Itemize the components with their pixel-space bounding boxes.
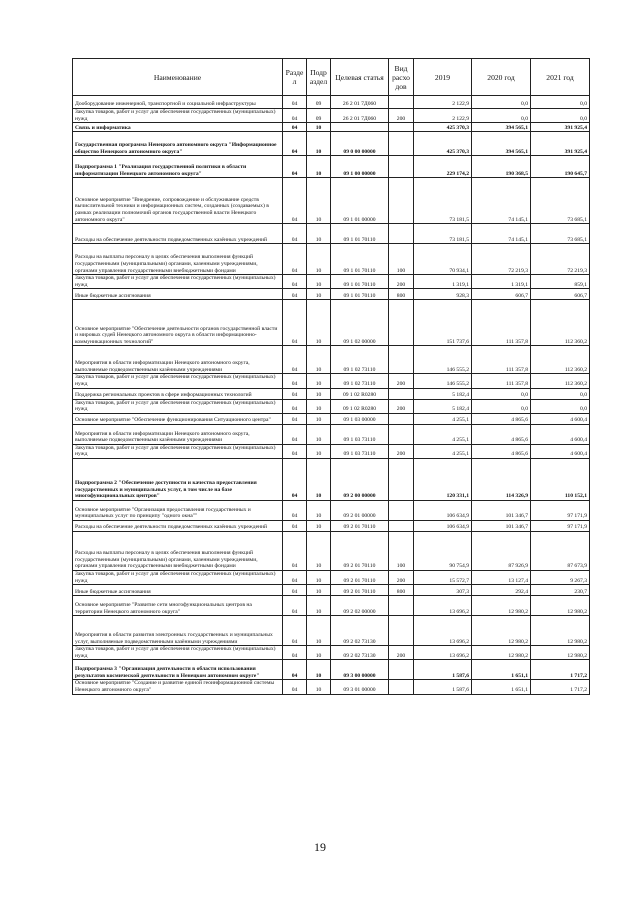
cell-subsection: 10 bbox=[307, 570, 331, 584]
cell-name: Закупка товаров, работ и услуг для обеспечения государственных (муниципальных) нужд bbox=[73, 399, 283, 413]
cell-section: 04 bbox=[283, 123, 307, 132]
cell-2021: 230,7 bbox=[531, 585, 590, 596]
cell-kind bbox=[389, 458, 414, 500]
table-body bbox=[73, 96, 590, 695]
cell-2020: 12 980,2 bbox=[472, 646, 531, 660]
header-2019: 2019 bbox=[414, 59, 472, 96]
cell-kind bbox=[389, 156, 414, 178]
cell-2021: 87 673,9 bbox=[531, 531, 590, 570]
cell-section: 04 bbox=[283, 289, 307, 300]
table-row bbox=[73, 224, 590, 244]
table-row bbox=[73, 399, 590, 413]
cell-target: 09 2 01 70110 bbox=[331, 570, 389, 584]
table-row bbox=[73, 132, 590, 156]
table-row bbox=[73, 346, 590, 374]
cell-kind bbox=[389, 596, 414, 616]
cell-2020: 72 219,3 bbox=[472, 244, 531, 275]
cell-section: 04 bbox=[283, 275, 307, 289]
cell-subsection: 09 bbox=[307, 109, 331, 123]
cell-section: 04 bbox=[283, 458, 307, 500]
table-row bbox=[73, 388, 590, 399]
cell-2021: 12 980,2 bbox=[531, 596, 590, 616]
cell-kind: 200 bbox=[389, 570, 414, 584]
cell-section: 04 bbox=[283, 585, 307, 596]
cell-section: 04 bbox=[283, 413, 307, 424]
cell-target: 09 1 01 70110 bbox=[331, 289, 389, 300]
cell-kind bbox=[389, 96, 414, 109]
cell-section: 04 bbox=[283, 374, 307, 388]
cell-2019: 13 696,2 bbox=[414, 616, 472, 646]
cell-subsection: 10 bbox=[307, 388, 331, 399]
cell-2021: 0,0 bbox=[531, 399, 590, 413]
cell-2019: 90 754,9 bbox=[414, 531, 472, 570]
cell-target: 09 2 01 00000 bbox=[331, 500, 389, 520]
cell-subsection: 10 bbox=[307, 178, 331, 224]
cell-kind: 100 bbox=[389, 244, 414, 275]
cell-target: 09 3 01 00000 bbox=[331, 680, 389, 694]
cell-2019: 425 370,3 bbox=[414, 123, 472, 132]
cell-2020: 13 127,4 bbox=[472, 570, 531, 584]
cell-subsection: 10 bbox=[307, 399, 331, 413]
cell-2021: 4 600,4 bbox=[531, 413, 590, 424]
cell-kind bbox=[389, 660, 414, 680]
table-row bbox=[73, 444, 590, 458]
cell-2021: 12 980,2 bbox=[531, 616, 590, 646]
table-row bbox=[73, 585, 590, 596]
cell-name: Дооборудование инженерной, транспортной и социальной инфраструктуры bbox=[73, 96, 283, 109]
cell-2020: 87 926,9 bbox=[472, 531, 531, 570]
cell-subsection: 10 bbox=[307, 660, 331, 680]
cell-name: Расходы на обеспечение деятельности подведомственных казённых учреждений bbox=[73, 520, 283, 531]
cell-subsection: 10 bbox=[307, 444, 331, 458]
cell-2020: 4 865,6 bbox=[472, 424, 531, 444]
cell-kind: 800 bbox=[389, 289, 414, 300]
cell-2020: 74 145,1 bbox=[472, 178, 531, 224]
table-row bbox=[73, 123, 590, 132]
cell-name: Закупка товаров, работ и услуг для обеспечения государственных (муниципальных) нужд bbox=[73, 646, 283, 660]
cell-2021: 190 645,7 bbox=[531, 156, 590, 178]
cell-kind bbox=[389, 680, 414, 694]
cell-section: 04 bbox=[283, 109, 307, 123]
cell-name: Мероприятия в области информатизации Ненецкого автономного округа, выполняемые подведомственными казёнными учреждениями bbox=[73, 424, 283, 444]
cell-2019: 5 182,4 bbox=[414, 399, 472, 413]
table-row bbox=[73, 616, 590, 646]
cell-name: Поддержка региональных проектов в сфере информационных технологий bbox=[73, 388, 283, 399]
cell-kind bbox=[389, 224, 414, 244]
table-row bbox=[73, 531, 590, 570]
cell-kind bbox=[389, 616, 414, 646]
cell-2020: 1 651,1 bbox=[472, 680, 531, 694]
cell-subsection: 10 bbox=[307, 346, 331, 374]
cell-target: 26 2 01 7Д060 bbox=[331, 96, 389, 109]
table-row bbox=[73, 96, 590, 109]
page-number: 19 bbox=[314, 840, 326, 854]
cell-subsection: 10 bbox=[307, 596, 331, 616]
cell-name: Подпрограмма 1 "Реализация государственной политики в области информатизации Ненецкого автономного округа" bbox=[73, 156, 283, 178]
cell-kind bbox=[389, 413, 414, 424]
cell-name: Мероприятия в области информатизации Ненецкого автономного округа, выполняемые подведомственными казёнными учреждениями bbox=[73, 346, 283, 374]
cell-2019: 928,3 bbox=[414, 289, 472, 300]
cell-target: 09 1 02 R0280 bbox=[331, 388, 389, 399]
cell-subsection: 10 bbox=[307, 132, 331, 156]
cell-name: Закупка товаров, работ и услуг для обеспечения государственных (муниципальных) нужд bbox=[73, 570, 283, 584]
cell-2019: 146 555,2 bbox=[414, 346, 472, 374]
cell-target: 09 2 01 70110 bbox=[331, 585, 389, 596]
cell-subsection: 10 bbox=[307, 458, 331, 500]
cell-kind bbox=[389, 300, 414, 346]
cell-2019: 229 174,2 bbox=[414, 156, 472, 178]
cell-kind bbox=[389, 123, 414, 132]
cell-2019: 106 634,9 bbox=[414, 500, 472, 520]
table-header-row bbox=[73, 59, 590, 96]
cell-2021: 72 219,3 bbox=[531, 244, 590, 275]
cell-kind: 100 bbox=[389, 531, 414, 570]
table-row bbox=[73, 413, 590, 424]
cell-target: 09 2 02 73130 bbox=[331, 616, 389, 646]
cell-kind: 200 bbox=[389, 109, 414, 123]
cell-2019: 73 181,5 bbox=[414, 224, 472, 244]
cell-2019: 307,3 bbox=[414, 585, 472, 596]
cell-2021: 9 267,3 bbox=[531, 570, 590, 584]
cell-2021: 859,1 bbox=[531, 275, 590, 289]
table-row bbox=[73, 300, 590, 346]
cell-2020: 394 565,1 bbox=[472, 123, 531, 132]
cell-target: 09 1 03 73110 bbox=[331, 424, 389, 444]
cell-name: Связь и информатика bbox=[73, 123, 283, 132]
cell-section: 04 bbox=[283, 424, 307, 444]
cell-2019: 13 696,2 bbox=[414, 596, 472, 616]
table-row bbox=[73, 500, 590, 520]
cell-name: Закупка товаров, работ и услуг для обеспечения государственных (муниципальных) нужд bbox=[73, 374, 283, 388]
cell-2021: 0,0 bbox=[531, 96, 590, 109]
cell-section: 04 bbox=[283, 500, 307, 520]
cell-2019: 106 634,9 bbox=[414, 520, 472, 531]
header-name: Наименование bbox=[73, 59, 283, 96]
cell-section: 04 bbox=[283, 596, 307, 616]
cell-section: 04 bbox=[283, 520, 307, 531]
cell-2021: 391 925,4 bbox=[531, 132, 590, 156]
cell-name: Основное мероприятие "Создание и развитие единой геоинформационной системы Ненецкого автономного округа" bbox=[73, 680, 283, 694]
cell-kind bbox=[389, 346, 414, 374]
table-row bbox=[73, 244, 590, 275]
cell-name: Основное мероприятие "Развитие сети многофункциональных центров на территории Ненецкого автономного округа" bbox=[73, 596, 283, 616]
cell-2021: 112 360,2 bbox=[531, 300, 590, 346]
cell-target: 09 1 01 70110 bbox=[331, 244, 389, 275]
cell-2020: 1 651,1 bbox=[472, 660, 531, 680]
cell-subsection: 10 bbox=[307, 289, 331, 300]
cell-target: 09 2 02 00000 bbox=[331, 596, 389, 616]
cell-subsection: 10 bbox=[307, 244, 331, 275]
header-subsection: Подр аздел bbox=[307, 59, 331, 96]
cell-section: 04 bbox=[283, 178, 307, 224]
cell-2021: 97 171,9 bbox=[531, 520, 590, 531]
cell-name: Подпрограмма 3 "Организация деятельности в области использования результатов космической деятельности в Ненецком автономном округе" bbox=[73, 660, 283, 680]
cell-name: Закупка товаров, работ и услуг для обеспечения государственных (муниципальных) нужд bbox=[73, 109, 283, 123]
cell-2021: 0,0 bbox=[531, 109, 590, 123]
table-row bbox=[73, 680, 590, 694]
cell-section: 04 bbox=[283, 570, 307, 584]
cell-2019: 1 319,1 bbox=[414, 275, 472, 289]
cell-2020: 111 357,8 bbox=[472, 300, 531, 346]
cell-target: 09 1 02 00000 bbox=[331, 300, 389, 346]
cell-subsection: 10 bbox=[307, 123, 331, 132]
cell-name: Государственная программа Ненецкого автономного округа "Информационное общество Ненецкого автономного округа" bbox=[73, 132, 283, 156]
header-2021: 2021 год bbox=[531, 59, 590, 96]
cell-section: 04 bbox=[283, 300, 307, 346]
table-row bbox=[73, 660, 590, 680]
cell-target: 09 1 03 73110 bbox=[331, 444, 389, 458]
cell-name: Мероприятия в области развития электронных государственных и муниципальных услуг, выполняемые подведомственными казёнными учреждениями bbox=[73, 616, 283, 646]
cell-2019: 15 572,7 bbox=[414, 570, 472, 584]
cell-2020: 0,0 bbox=[472, 388, 531, 399]
cell-name: Иные бюджетные ассигнования bbox=[73, 585, 283, 596]
cell-section: 04 bbox=[283, 399, 307, 413]
header-target: Целевая статья bbox=[331, 59, 389, 96]
cell-target: 09 1 01 70110 bbox=[331, 224, 389, 244]
cell-section: 04 bbox=[283, 646, 307, 660]
cell-2021: 12 980,2 bbox=[531, 646, 590, 660]
cell-2021: 1 717,2 bbox=[531, 680, 590, 694]
cell-section: 04 bbox=[283, 224, 307, 244]
cell-2019: 120 331,1 bbox=[414, 458, 472, 500]
cell-2019: 13 696,2 bbox=[414, 646, 472, 660]
cell-section: 04 bbox=[283, 96, 307, 109]
cell-subsection: 10 bbox=[307, 520, 331, 531]
cell-name: Основное мероприятие "Организация предоставления государственных и муниципальных услуг по принципу "одного окна"" bbox=[73, 500, 283, 520]
cell-target: 09 2 00 00000 bbox=[331, 458, 389, 500]
cell-2020: 101 346,7 bbox=[472, 520, 531, 531]
cell-subsection: 10 bbox=[307, 500, 331, 520]
table-row bbox=[73, 275, 590, 289]
cell-2021: 4 600,4 bbox=[531, 424, 590, 444]
budget-table bbox=[72, 58, 590, 695]
table-row bbox=[73, 178, 590, 224]
cell-kind: 200 bbox=[389, 444, 414, 458]
table-row bbox=[73, 570, 590, 584]
cell-subsection: 10 bbox=[307, 374, 331, 388]
cell-kind bbox=[389, 424, 414, 444]
cell-section: 04 bbox=[283, 132, 307, 156]
cell-2020: 111 357,8 bbox=[472, 346, 531, 374]
cell-target: 09 1 02 73110 bbox=[331, 374, 389, 388]
cell-subsection: 10 bbox=[307, 413, 331, 424]
cell-target: 09 1 00 00000 bbox=[331, 156, 389, 178]
table-row bbox=[73, 646, 590, 660]
cell-2020: 101 346,7 bbox=[472, 500, 531, 520]
cell-subsection: 10 bbox=[307, 275, 331, 289]
cell-subsection: 10 bbox=[307, 680, 331, 694]
cell-2021: 606,7 bbox=[531, 289, 590, 300]
table-row bbox=[73, 424, 590, 444]
cell-target: 09 1 02 R0280 bbox=[331, 399, 389, 413]
cell-2019: 1 587,6 bbox=[414, 680, 472, 694]
cell-section: 04 bbox=[283, 156, 307, 178]
cell-section: 04 bbox=[283, 616, 307, 646]
cell-2020: 74 145,1 bbox=[472, 224, 531, 244]
cell-name: Закупка товаров, работ и услуг для обеспечения государственных (муниципальных) нужд bbox=[73, 275, 283, 289]
table-row bbox=[73, 520, 590, 531]
cell-2021: 73 685,1 bbox=[531, 178, 590, 224]
cell-2021: 391 925,4 bbox=[531, 123, 590, 132]
cell-2020: 0,0 bbox=[472, 399, 531, 413]
cell-section: 04 bbox=[283, 680, 307, 694]
cell-2021: 112 360,2 bbox=[531, 346, 590, 374]
cell-2020: 4 865,6 bbox=[472, 413, 531, 424]
cell-kind: 200 bbox=[389, 646, 414, 660]
cell-kind: 200 bbox=[389, 374, 414, 388]
cell-2019: 425 370,3 bbox=[414, 132, 472, 156]
cell-2020: 1 319,1 bbox=[472, 275, 531, 289]
table-row bbox=[73, 374, 590, 388]
cell-section: 04 bbox=[283, 531, 307, 570]
cell-2020: 12 980,2 bbox=[472, 596, 531, 616]
cell-subsection: 10 bbox=[307, 585, 331, 596]
cell-2021: 0,0 bbox=[531, 388, 590, 399]
cell-name: Основное мероприятие "Внедрение, сопровождение и обслуживание средств вычислительной техники и информационных систем, созданных (создаваемых) в рамках реализации полномочий органов государственной власти Ненецкого автономного округа" bbox=[73, 178, 283, 224]
cell-section: 04 bbox=[283, 244, 307, 275]
cell-2019: 1 587,6 bbox=[414, 660, 472, 680]
cell-target: 26 2 01 7Д060 bbox=[331, 109, 389, 123]
cell-2019: 2 122,9 bbox=[414, 96, 472, 109]
cell-2020: 606,7 bbox=[472, 289, 531, 300]
table-row bbox=[73, 156, 590, 178]
cell-2020: 4 865,6 bbox=[472, 444, 531, 458]
cell-2021: 73 685,1 bbox=[531, 224, 590, 244]
table-row bbox=[73, 289, 590, 300]
cell-2019: 4 255,1 bbox=[414, 444, 472, 458]
table-row bbox=[73, 458, 590, 500]
cell-2019: 5 182,4 bbox=[414, 388, 472, 399]
cell-target bbox=[331, 123, 389, 132]
cell-subsection: 10 bbox=[307, 156, 331, 178]
cell-2021: 110 152,1 bbox=[531, 458, 590, 500]
cell-name: Подпрограмма 2 "Обеспечение доступности и качества предоставления государственных и муниципальных услуг, в том числе на базе многофункциональных центров" bbox=[73, 458, 283, 500]
cell-name: Расходы на выплаты персоналу в целях обеспечения выполнения функций государственными (муниципальными) органами, казенными учреждениями, органами управления государственными внебюджетными фондами bbox=[73, 531, 283, 570]
cell-kind: 800 bbox=[389, 585, 414, 596]
cell-target: 09 2 01 70110 bbox=[331, 531, 389, 570]
cell-name: Основное мероприятие "Обеспечение функционирования Ситуационного центра" bbox=[73, 413, 283, 424]
cell-2021: 1 717,2 bbox=[531, 660, 590, 680]
cell-kind bbox=[389, 520, 414, 531]
cell-subsection: 10 bbox=[307, 224, 331, 244]
cell-2019: 2 122,9 bbox=[414, 109, 472, 123]
table-row bbox=[73, 596, 590, 616]
cell-target: 09 1 03 00000 bbox=[331, 413, 389, 424]
cell-name: Иные бюджетные ассигнования bbox=[73, 289, 283, 300]
cell-target: 09 3 00 00000 bbox=[331, 660, 389, 680]
cell-2019: 146 555,2 bbox=[414, 374, 472, 388]
cell-2019: 4 255,1 bbox=[414, 424, 472, 444]
cell-subsection: 10 bbox=[307, 646, 331, 660]
cell-2020: 12 980,2 bbox=[472, 616, 531, 646]
cell-subsection: 09 bbox=[307, 96, 331, 109]
cell-name: Расходы на обеспечение деятельности подведомственных казённых учреждений bbox=[73, 224, 283, 244]
cell-target: 09 0 00 00000 bbox=[331, 132, 389, 156]
table-row bbox=[73, 109, 590, 123]
cell-2019: 4 255,1 bbox=[414, 413, 472, 424]
cell-kind bbox=[389, 500, 414, 520]
cell-2020: 292,4 bbox=[472, 585, 531, 596]
cell-name: Закупка товаров, работ и услуг для обеспечения государственных (муниципальных) нужд bbox=[73, 444, 283, 458]
cell-2020: 190 368,5 bbox=[472, 156, 531, 178]
cell-2020: 111 357,8 bbox=[472, 374, 531, 388]
cell-2019: 70 934,1 bbox=[414, 244, 472, 275]
cell-2021: 4 600,4 bbox=[531, 444, 590, 458]
cell-2020: 394 565,1 bbox=[472, 132, 531, 156]
cell-kind bbox=[389, 388, 414, 399]
cell-section: 04 bbox=[283, 660, 307, 680]
cell-2021: 112 360,2 bbox=[531, 374, 590, 388]
cell-target: 09 1 01 00000 bbox=[331, 178, 389, 224]
cell-subsection: 10 bbox=[307, 531, 331, 570]
cell-target: 09 2 02 73130 bbox=[331, 646, 389, 660]
cell-2020: 0,0 bbox=[472, 96, 531, 109]
cell-target: 09 2 01 70110 bbox=[331, 520, 389, 531]
cell-subsection: 10 bbox=[307, 424, 331, 444]
cell-subsection: 10 bbox=[307, 300, 331, 346]
cell-kind: 200 bbox=[389, 399, 414, 413]
cell-2019: 73 181,5 bbox=[414, 178, 472, 224]
cell-section: 04 bbox=[283, 346, 307, 374]
cell-kind bbox=[389, 178, 414, 224]
cell-name: Расходы на выплаты персоналу в целях обеспечения выполнения функций государственными (муниципальными) органами, казенными учреждениями, органами управления государственными внебюджетными фондами bbox=[73, 244, 283, 275]
cell-2020: 0,0 bbox=[472, 109, 531, 123]
cell-section: 04 bbox=[283, 388, 307, 399]
header-2020: 2020 год bbox=[472, 59, 531, 96]
header-kind: Вид расхо дов bbox=[389, 59, 414, 96]
cell-kind: 200 bbox=[389, 275, 414, 289]
cell-name: Основное мероприятие "Обеспечение деятельности органов государственной власти и мировых судей Ненецкого автономного округа в области информационно-коммуникационных технологий" bbox=[73, 300, 283, 346]
header-section: Разде л bbox=[283, 59, 307, 96]
cell-subsection: 10 bbox=[307, 616, 331, 646]
cell-2019: 151 737,6 bbox=[414, 300, 472, 346]
cell-section: 04 bbox=[283, 444, 307, 458]
cell-kind bbox=[389, 132, 414, 156]
cell-2021: 97 171,9 bbox=[531, 500, 590, 520]
cell-target: 09 1 01 70110 bbox=[331, 275, 389, 289]
cell-target: 09 1 02 73110 bbox=[331, 346, 389, 374]
cell-2020: 114 326,9 bbox=[472, 458, 531, 500]
